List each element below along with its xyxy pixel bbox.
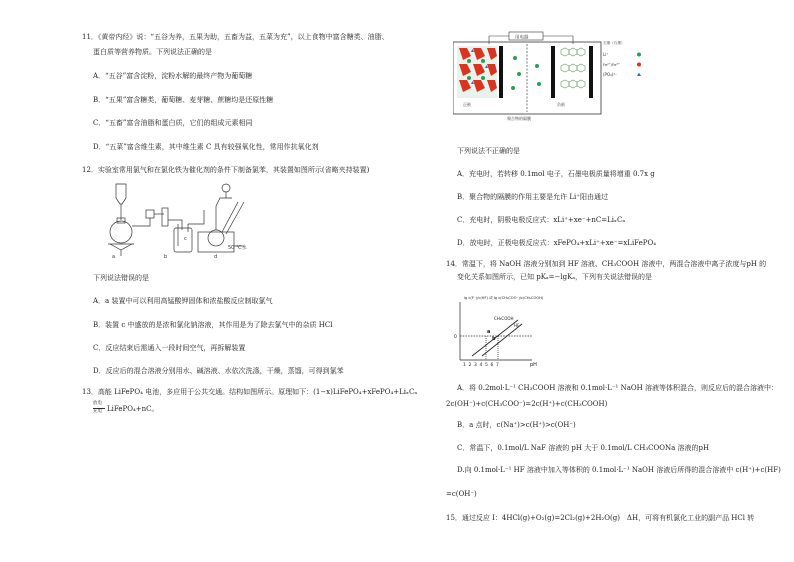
q13-option-b: B．聚合物的隔膜的作用主要是允许 Li⁺阳由通过	[457, 193, 608, 201]
device-label: 用电器	[515, 35, 529, 41]
point-b-label: b	[492, 336, 496, 342]
tick-7: 7	[496, 363, 499, 368]
tick-4: 4	[479, 363, 483, 368]
q12-option-c: C．反应结束后需通入一段时间空气，再拆解装置	[93, 344, 246, 352]
tick-6: 6	[490, 363, 494, 368]
q13-prompt: 下列说法不正确的是	[457, 147, 520, 155]
tick-3: 3	[474, 363, 477, 368]
tick-1: 1	[463, 363, 466, 368]
q13-arrow	[93, 402, 105, 415]
q12-option-a: A．a 装置中可以利用高锰酸钾固体和浓盐酸反应制取氯气	[93, 297, 273, 305]
q12-option-b: B．装置 c 中盛放的是浓和氯化钠溶液，其作用是为了除去氯气中的杂质 HCl	[93, 321, 333, 329]
legend-po4-label: (PO₄)³⁻	[603, 72, 617, 77]
q15-stem: 15．通过反应 I：4HCl(g)+O₂(g)=2Cl₂(g)+2H₂O(g) ΔH，可将有机氯化工业的副产品 HCl 转	[446, 514, 755, 522]
q14-option-b: B．a 点时，c(Na⁺)>c(H⁺)>c(OH⁻)	[457, 421, 576, 429]
legend-li-label: Li⁺	[603, 52, 609, 57]
legend-fe-label: Fe²⁺/Fe³⁺	[603, 62, 620, 67]
ph-graph	[452, 290, 544, 368]
q13-option-c: C．充电时，阴极电极反应式：xLi⁺+xe⁻+nC=LiₓCₙ	[457, 216, 626, 224]
graph-ylabel: lg c(F⁻)/c(HF) 或 lg c(CH₃COO⁻)/c(CH₃COOH)	[464, 296, 544, 300]
chlorobenzene-apparatus-figure	[98, 180, 268, 260]
q12-option-d: D．反应后的混合溶液分别用水、碱溶液、水依次洗涤，干燥，蒸馏，可得到氯苯	[93, 367, 344, 375]
legend-fe-marker	[637, 63, 641, 67]
q13-product: LiFePO₄+nC。	[107, 405, 159, 413]
q11-option-c: C．“五畜”富含油脂和蛋白质，它们的组成元素相同	[93, 119, 253, 127]
arrow-top-label: 放电	[93, 401, 102, 406]
x-ticks	[463, 362, 499, 368]
q14-option-d-line2: =c(OH⁻)	[446, 490, 477, 498]
q14-option-c: C．常温下，0.1mol/L NaF 溶液的 pH 大于 0.1mol/L CH₃COONa 溶液的pH	[457, 444, 710, 452]
q14-stem-line1: 14．常温下，将 NaOH 溶液分别加到 HF 溶液、CH₃COOH 溶液中，两混合溶液中离子浓度与pH 的	[446, 260, 767, 268]
q14-option-a-line2: 2c(OH⁻)+c(CH₃COO⁻)=2c(H⁺)+c(CH₃COOH)	[446, 400, 608, 408]
origin-label: 0	[454, 335, 457, 340]
label-c: c	[184, 236, 187, 242]
graphite-label: 石墨（石墨）	[603, 41, 625, 45]
q13-option-a: A．充电时，若转移 0.1mol 电子，石墨电极质量将增重 0.7x g	[457, 170, 655, 178]
point-a-label: a	[487, 329, 491, 335]
legend-li-marker	[637, 53, 641, 57]
q11-stem-line1: 11．《黄帝内经》说：“五谷为养，五果为助，五畜为益，五菜为充”，以上食物中富含糖类、油脂、	[82, 33, 389, 41]
water-bath-label: 50 ℃水	[228, 245, 247, 251]
q11-option-b: B．“五果”富含糖类，葡萄糖、麦芽糖、蔗糖均是还原性糖	[93, 96, 274, 104]
series-hf-label: HF	[514, 323, 520, 328]
positive-electrode-label: 正极	[463, 102, 471, 107]
membrane-label: 聚合物的隔膜	[507, 116, 531, 121]
q11-option-d: D．“五菜”富含维生素，其中维生素 C 具有较强氧化性，常用作抗氧化剂	[93, 143, 319, 151]
arrow-bottom-label: 充电	[93, 408, 102, 414]
q11-option-a: A．“五谷”富含淀粉，淀粉水解的最终产物为葡萄糖	[93, 72, 253, 80]
label-a: a	[112, 254, 116, 260]
q13-stem: 13．高能 LiFePO₄ 电池，多应用于公共交通。结构如图所示。原理如下：(1−x)LiFePO₄+xFePO₄+LiₓCₙ	[82, 388, 418, 396]
q14-option-d-line1: D.向 0.1mol·L⁻¹ HF 溶液中加入等体积的 0.1mol·L⁻¹ NaOH 溶液后所得的混合溶液中 c(H⁺)+c(HF)	[457, 466, 781, 474]
q11-stem-line2: 蛋白质等营养物质。下列说法正确的是	[93, 48, 212, 56]
label-b: b	[164, 254, 168, 260]
lifepo4-battery-figure	[453, 30, 658, 125]
tick-5: 5	[485, 363, 488, 368]
series-ch3cooh-label: CH₃COOH	[494, 316, 514, 321]
x-axis-label: pH	[530, 362, 537, 368]
label-d: d	[214, 254, 218, 260]
q14-option-a-line1: A．将 0.2mol·L⁻¹ CH₃COOH 溶液和 0.1mol·L⁻¹ NaOH 溶液等体积混合，则反应后的混合溶液中：	[457, 384, 778, 392]
tick-2: 2	[468, 363, 472, 368]
q13-option-d: D．放电时，正极电极反应式：xFePO₄+xLi⁺+xe⁻=xLiFePO₄	[457, 239, 657, 247]
negative-electrode-label: 负极	[557, 102, 565, 107]
q12-stem: 12．实验室常用氯气和在氯化铁为催化剂的条件下制备氯苯，其装置如图所示(省略夹持装置)	[82, 166, 370, 174]
legend-po4-marker	[637, 73, 641, 77]
q12-prompt: 下列说法错误的是	[93, 274, 149, 282]
q14-stem-line2: 变化关系如图所示，已知 pKₐ=−lgKₐ，下列有关说法错误的是	[457, 273, 653, 281]
